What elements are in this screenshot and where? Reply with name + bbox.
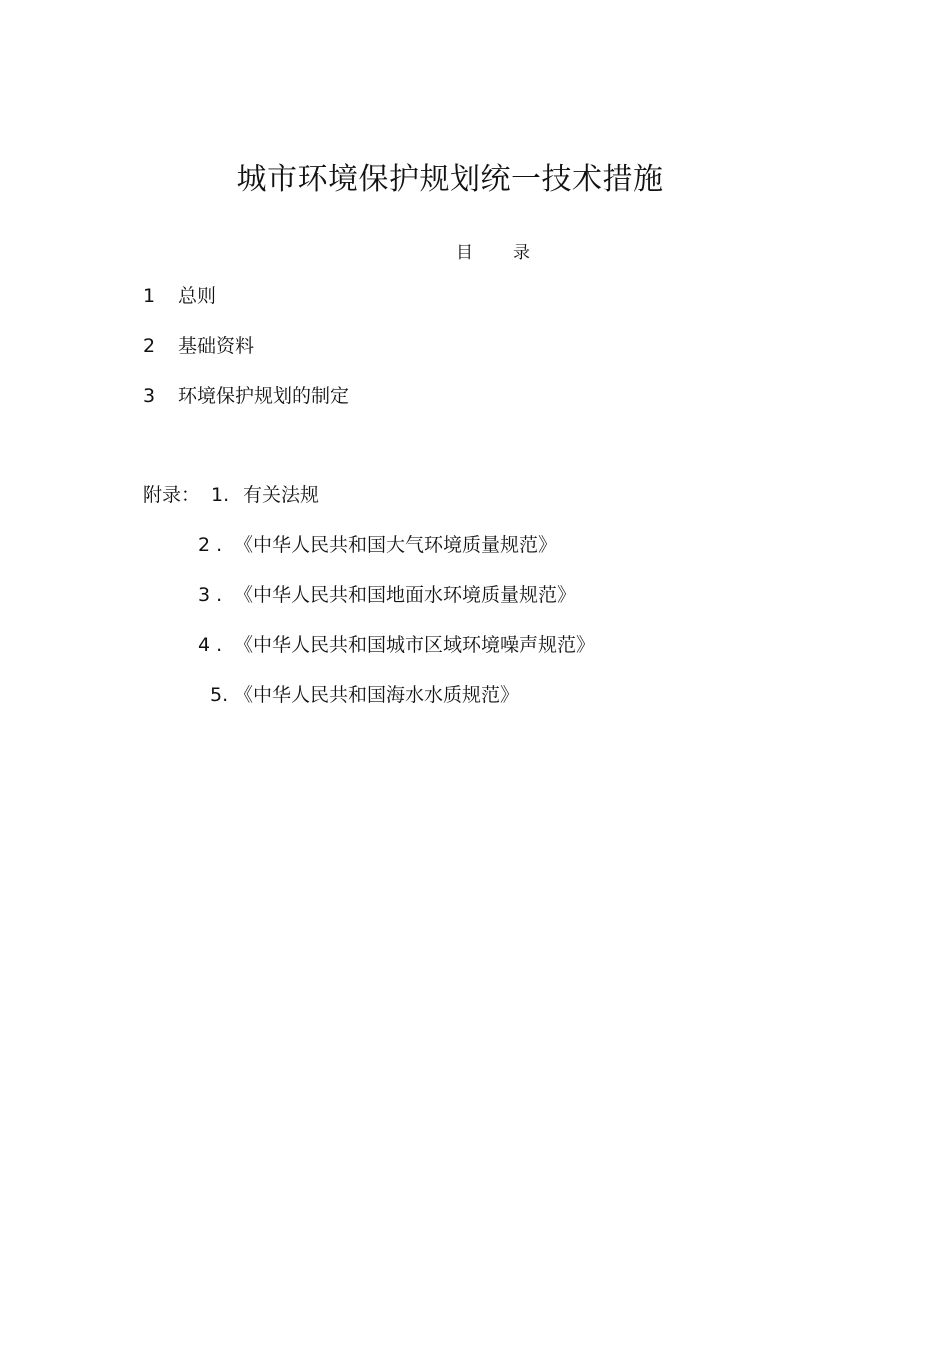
appendix-item-4 [198,630,595,657]
document-title: 城市环境保护规划统一技术措施 [236,162,664,197]
appendix-item-number: 1. [211,484,230,506]
appendix-item-1 [143,480,319,507]
appendix-label: 附录： [143,484,201,506]
toc-item-text: 总则 [178,285,217,307]
toc-item-number: 1 [143,285,156,307]
appendix-item-number: 4 . [198,634,223,656]
appendix-item-text: 《中华人民共和国海水水质规范》 [234,684,520,706]
appendix-item-text: 有关法规 [243,484,320,506]
toc-item-text: 环境保护规划的制定 [178,385,350,407]
appendix-item-number: 5. [210,684,229,706]
toc-heading-char-2: 录 [513,243,530,263]
appendix-item-3 [198,580,576,607]
appendix-item-text: 《中华人民共和国城市区域环境噪声规范》 [234,634,596,656]
toc-heading-char-1: 目 [456,243,473,263]
toc-item-text: 基础资料 [178,335,255,357]
appendix-item-2 [198,530,557,557]
toc-item-1 [143,281,216,308]
appendix-item-text: 《中华人民共和国大气环境质量规范》 [234,534,558,556]
toc-item-3 [143,381,349,408]
toc-item-2 [143,331,254,358]
toc-item-number: 3 [143,385,156,407]
appendix-item-text: 《中华人民共和国地面水环境质量规范》 [234,584,577,606]
toc-item-number: 2 [143,335,156,357]
appendix-item-number: 2 . [198,534,223,556]
toc-heading [456,238,530,263]
appendix-item-number: 3 . [198,584,223,606]
appendix-item-5 [210,680,519,707]
